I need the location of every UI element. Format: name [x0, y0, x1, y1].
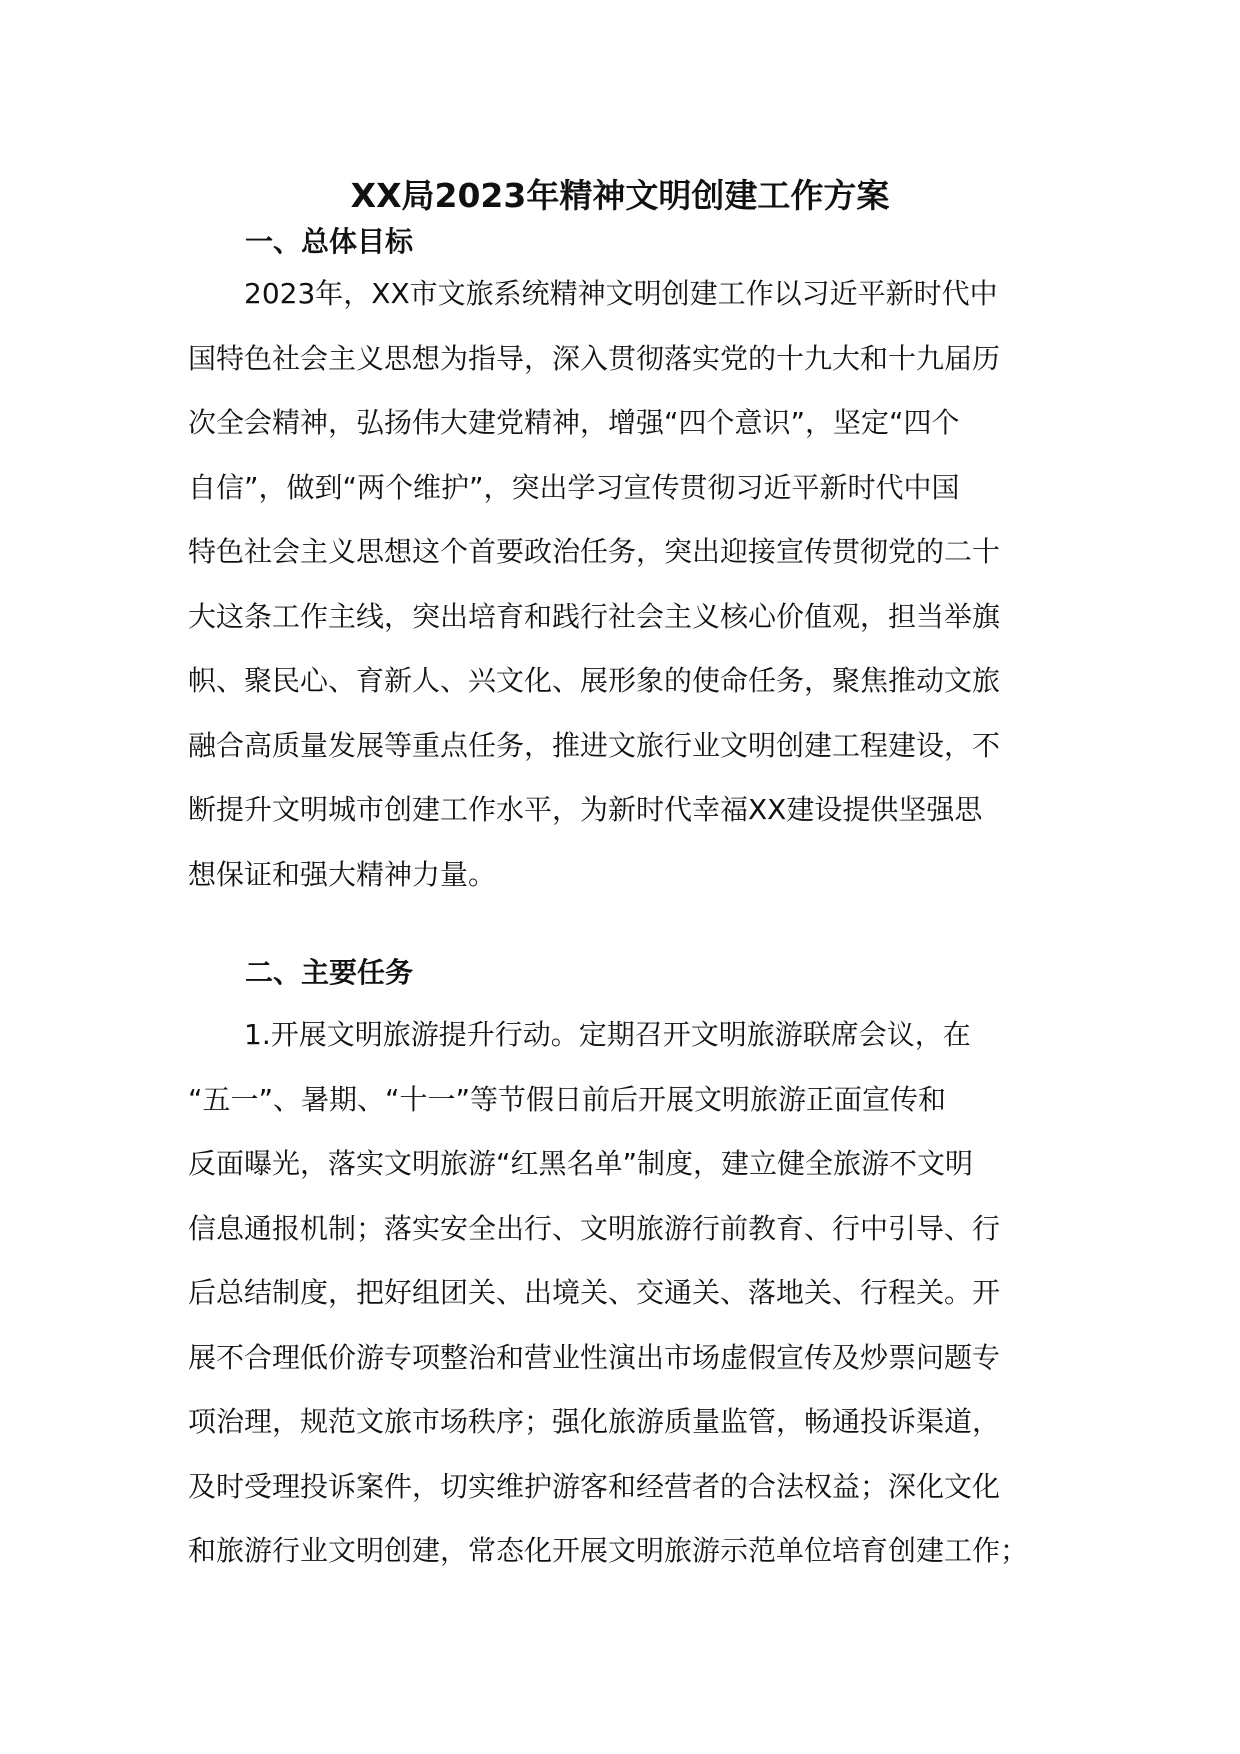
paragraph-line: 及时受理投诉案件，切实维护游客和经营者的合法权益；深化文化: [188, 1469, 1001, 1503]
paragraph-line: 1.开展文明旅游提升行动。定期召开文明旅游联席会议，在: [244, 1018, 971, 1051]
section-heading-main-tasks: 二、主要任务: [245, 956, 414, 989]
paragraph-line: 断提升文明城市创建工作水平，为新时代幸福XX建设提供坚强思: [188, 793, 983, 826]
paragraph-line: 特色社会主义思想这个首要政治任务，突出迎接宣传贯彻党的二十: [188, 535, 1001, 568]
section-paragraph-main-tasks: [188, 1003, 1058, 1584]
section-heading-overall-goal: 一、总体目标: [245, 225, 414, 258]
paragraph-line: 2023年，XX市文旅系统精神文明创建工作以习近平新时代中: [244, 277, 998, 310]
paragraph-line: 信息通报机制；落实安全出行、文明旅游行前教育、行中引导、行: [188, 1211, 1001, 1245]
paragraph-line: 和旅游行业文明创建，常态化开展文明旅游示范单位培育创建工作；: [188, 1534, 1029, 1567]
paragraph-line: 次全会精神，弘扬伟大建党精神，增强“四个意识”，坚定“四个: [188, 406, 960, 439]
paragraph-line: 展不合理低价游专项整治和营业性演出市场虚假宣传及炒票问题专: [188, 1340, 1001, 1374]
paragraph-line: 想保证和强大精神力量。: [188, 857, 497, 891]
section-paragraph-overall-goal: [188, 262, 1058, 907]
paragraph-line: 大这条工作主线，突出培育和践行社会主义核心价值观，担当举旗: [188, 599, 1001, 633]
paragraph-line: 项治理，规范文旅市场秩序；强化旅游质量监管，畅通投诉渠道，: [188, 1405, 1001, 1438]
paragraph-line: “五一”、暑期、“十一”等节假日前后开展文明旅游正面宣传和: [188, 1082, 947, 1116]
paragraph-line: 国特色社会主义思想为指导，深入贯彻落实党的十九大和十九届历: [188, 341, 1001, 375]
paragraph-line: 反面曝光，落实文明旅游“红黑名单”制度，建立健全旅游不文明: [188, 1147, 974, 1180]
paragraph-line: 融合高质量发展等重点任务，推进文旅行业文明创建工程建设，不: [188, 728, 1001, 762]
document-title: XX局2023年精神文明创建工作方案: [350, 176, 890, 215]
paragraph-line: 后总结制度，把好组团关、出境关、交通关、落地关、行程关。开: [188, 1276, 1001, 1309]
paragraph-line: 帜、聚民心、育新人、兴文化、展形象的使命任务，聚焦推动文旅: [188, 664, 1001, 697]
paragraph-line: 自信”，做到“两个维护”，突出学习宣传贯彻习近平新时代中国: [188, 470, 960, 504]
